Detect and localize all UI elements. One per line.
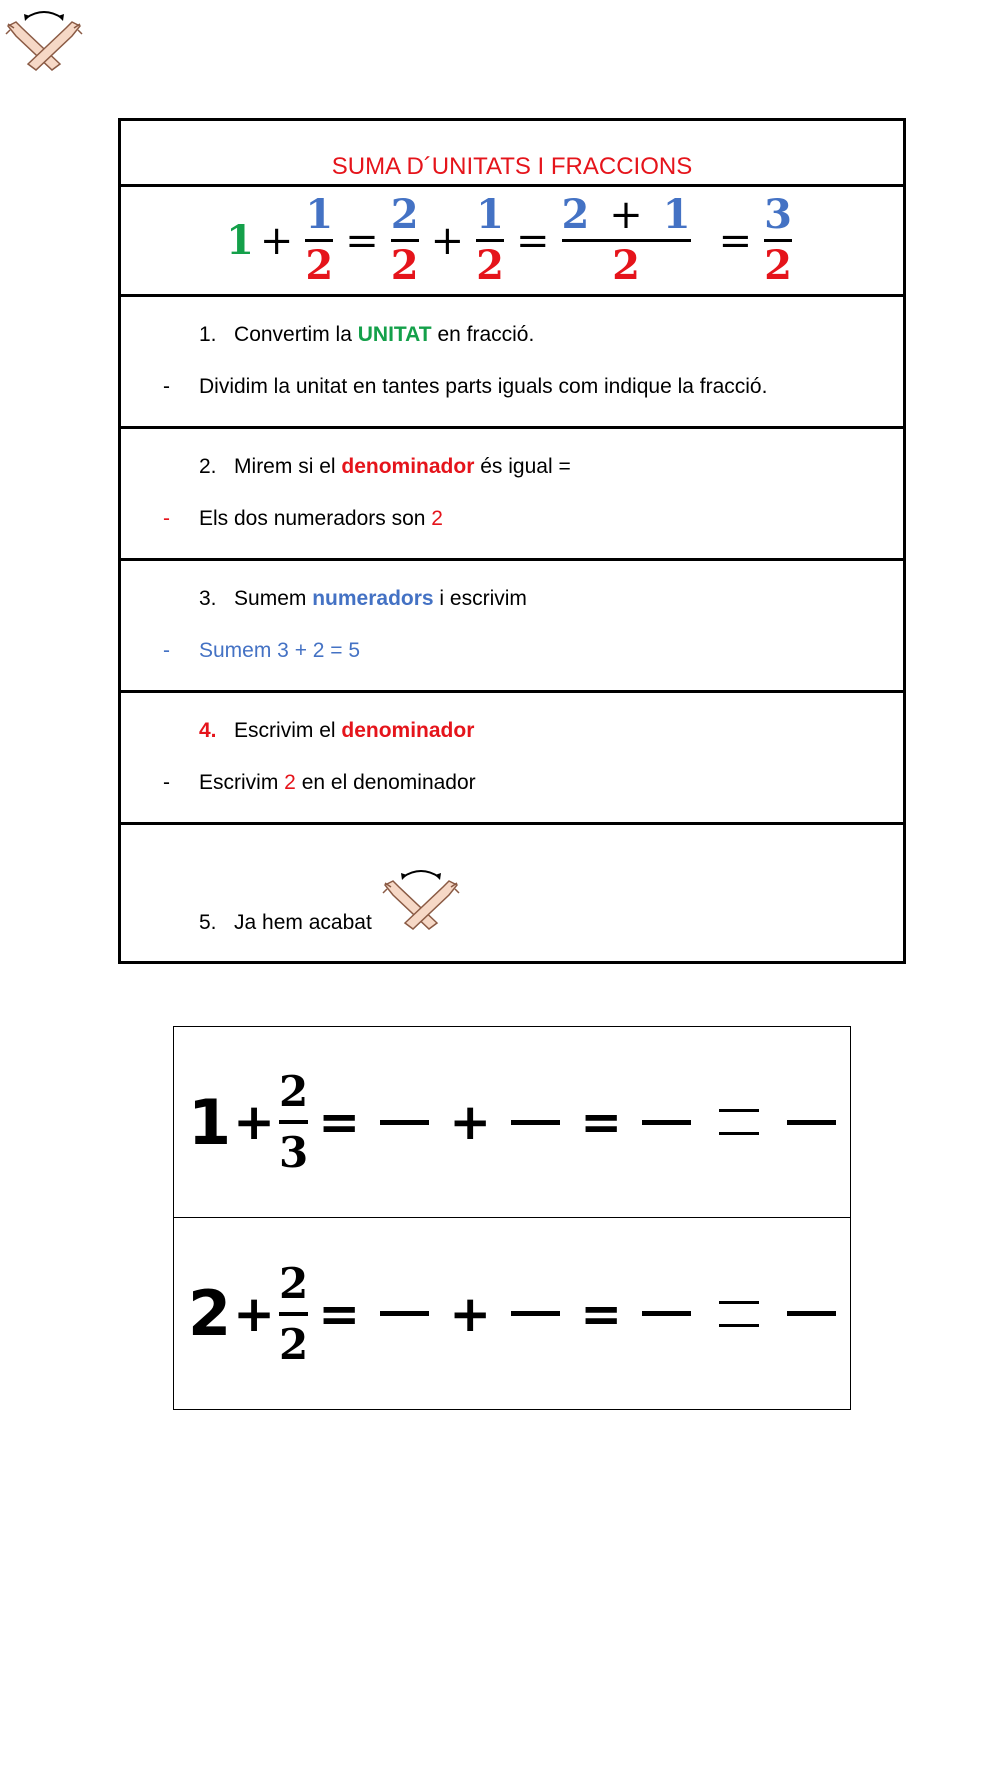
numerator-b: 1 [662, 191, 691, 238]
step-text: Escrivim el [234, 719, 342, 742]
step-1-heading [199, 323, 534, 347]
exercise-row-1 [174, 1027, 850, 1218]
fraction-denominator: 2 [305, 242, 334, 289]
equals-sign [719, 1109, 759, 1135]
exercise-plus: + [449, 1284, 492, 1343]
detail-value: 2 [284, 771, 296, 794]
answer-blank[interactable] [642, 1120, 691, 1125]
step-3-detail: Sumem 3 + 2 = 5 [199, 639, 361, 662]
answer-blank[interactable] [787, 1311, 836, 1316]
exercise-fraction [279, 1067, 308, 1177]
fraction-denominator: 2 [476, 242, 504, 289]
step-4-row [121, 693, 903, 825]
step-3-row [121, 561, 903, 693]
answer-blank[interactable] [642, 1311, 691, 1316]
step-keyword: denominador [341, 719, 475, 742]
title-row [121, 121, 903, 187]
detail-value: 2 [431, 507, 443, 530]
detail-text: Els dos numeradors son [199, 507, 432, 530]
step-number: 1. [199, 323, 217, 346]
step-4-detail [199, 771, 476, 795]
exercise-equals: = [318, 1093, 361, 1151]
fraction-numerator: 2 [390, 191, 419, 238]
formula-fraction-2 [391, 191, 419, 290]
answer-blank[interactable] [511, 1120, 560, 1125]
formula-plus: + [259, 217, 294, 264]
logo-crossed-hands-icon [4, 4, 84, 72]
fraction-numerator [562, 191, 691, 239]
formula-fraction-1 [305, 191, 333, 290]
detail-text: en el denominador [295, 771, 476, 794]
equals-sign [719, 1301, 759, 1327]
step-number: 4. [199, 719, 217, 742]
answer-blank[interactable] [380, 1311, 429, 1316]
exercise-equals: = [318, 1284, 361, 1343]
step-number: 5. [199, 911, 217, 934]
bullet-dash: - [163, 507, 170, 530]
fraction-numerator: 1 [305, 191, 334, 238]
formula-row [121, 187, 903, 297]
step-number: 3. [199, 587, 217, 610]
fraction-numerator: 3 [764, 191, 792, 238]
formula-equals: = [515, 217, 550, 264]
fraction-denominator: 2 [279, 1319, 309, 1369]
answer-blank[interactable] [787, 1120, 836, 1125]
exercise-table [173, 1026, 851, 1410]
numerator-a: 2 [561, 191, 590, 238]
answer-blank[interactable] [511, 1311, 560, 1316]
fraction-numerator: 2 [279, 1258, 309, 1308]
exercise-plus: + [233, 1284, 276, 1343]
step-2-heading [199, 455, 571, 479]
bullet-dash: - [163, 771, 170, 794]
step-text: en fracció. [431, 323, 535, 346]
fraction-numerator: 1 [476, 191, 504, 238]
fraction-numerator: 2 [279, 1067, 309, 1116]
step-3-heading [199, 587, 527, 611]
step-5-heading [199, 911, 372, 935]
exercise-plus: + [233, 1093, 276, 1151]
step-text: i escrivim [433, 587, 527, 610]
fraction-denominator: 2 [764, 242, 792, 289]
step-text: Convertim la [234, 323, 358, 346]
formula-fraction-5 [764, 191, 792, 290]
step-keyword: denominador [341, 455, 475, 478]
formula-fraction-4 [562, 191, 691, 290]
step-5-row [121, 825, 903, 961]
step-2-row [121, 429, 903, 561]
step-text: Ja hem acabat [234, 911, 372, 934]
exercise-fraction [279, 1259, 308, 1369]
example-formula [121, 187, 903, 294]
step-text: Mirem si el [234, 455, 342, 478]
exercise-row-2 [174, 1218, 850, 1409]
formula-whole: 1 [226, 217, 254, 264]
fraction-denominator: 3 [279, 1128, 309, 1177]
exercise-equals: = [580, 1093, 623, 1151]
finished-crossed-hands-icon [381, 863, 461, 931]
answer-blank[interactable] [380, 1120, 429, 1125]
step-keyword: UNITAT [357, 323, 432, 346]
step-1-detail: Dividim la unitat en tantes parts iguals com indique la fracció. [199, 375, 768, 398]
fraction-denominator: 2 [612, 242, 640, 289]
formula-plus: + [430, 217, 465, 264]
exercise-equals: = [580, 1284, 623, 1343]
step-keyword: numeradors [312, 587, 434, 610]
exercise-whole: 2 [188, 1277, 232, 1350]
exercise-plus: + [449, 1093, 492, 1151]
step-text: és igual = [474, 455, 571, 478]
detail-text: Escrivim [199, 771, 285, 794]
step-number: 2. [199, 455, 217, 478]
formula-equals: = [718, 217, 753, 264]
step-2-detail [199, 507, 443, 531]
step-1-row [121, 297, 903, 429]
numerator-plus: + [609, 192, 643, 238]
fraction-denominator: 2 [390, 242, 419, 289]
bullet-dash: - [163, 639, 170, 662]
step-4-heading [199, 719, 474, 743]
step-text: Sumem [234, 587, 313, 610]
bullet-dash: - [163, 375, 170, 398]
formula-fraction-3 [476, 191, 504, 290]
instruction-table [118, 118, 906, 964]
page-title: SUMA D´UNITATS I FRACCIONS [331, 153, 693, 180]
exercise-whole: 1 [188, 1085, 232, 1159]
formula-equals: = [345, 217, 379, 264]
